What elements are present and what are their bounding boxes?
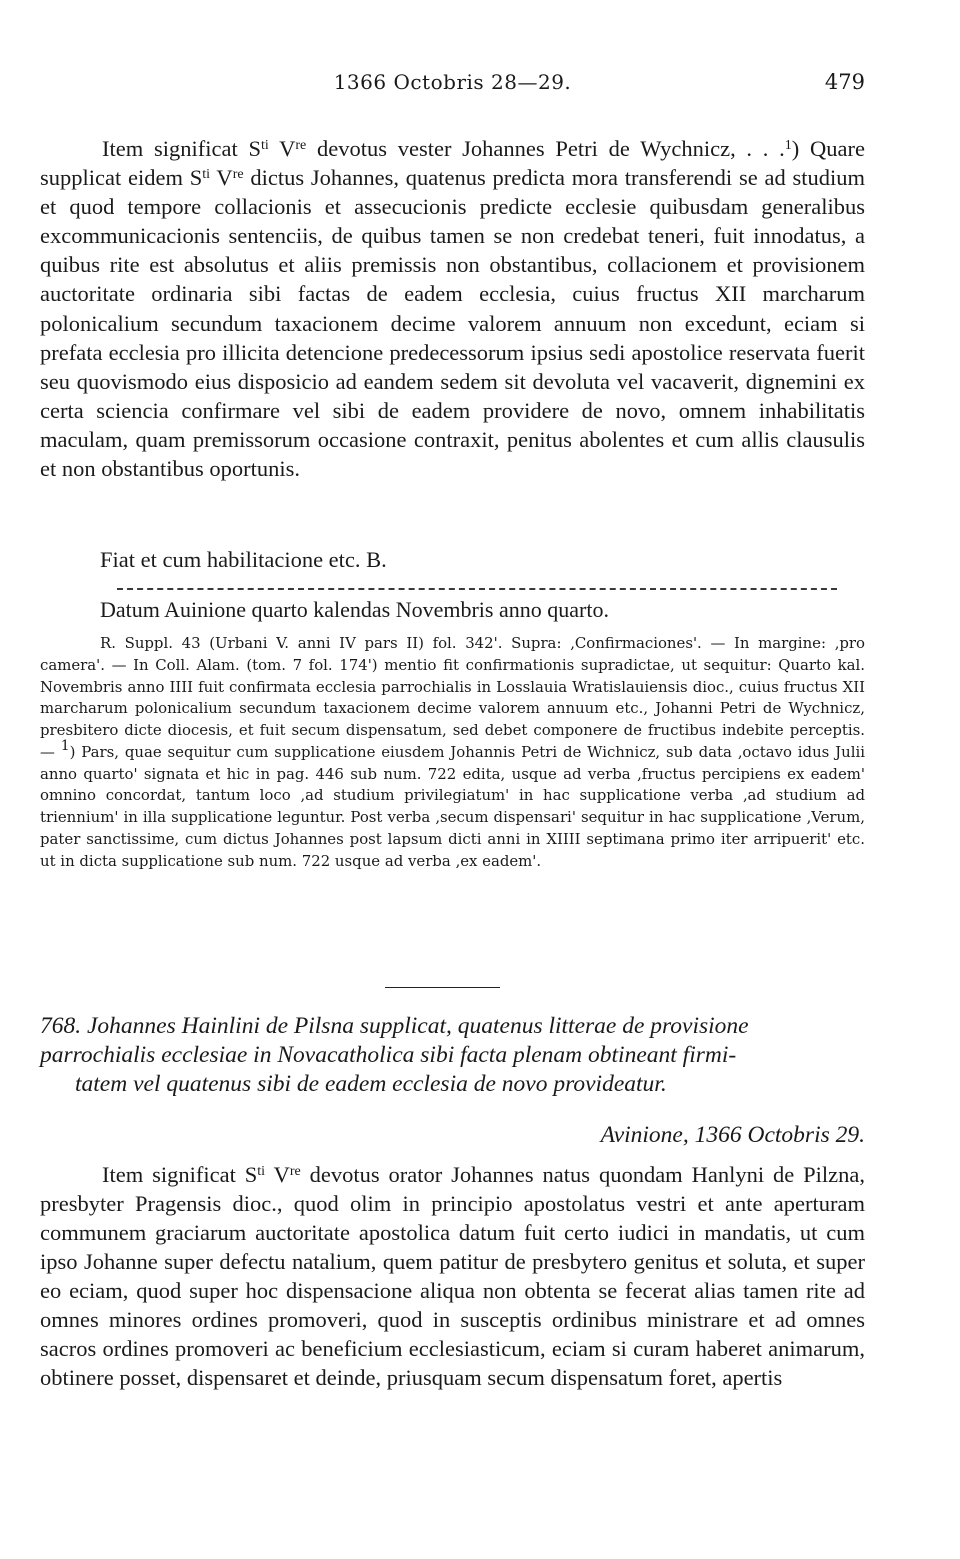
superscript: re bbox=[232, 167, 244, 183]
place-date: Avinione, 1366 Octobris 29. bbox=[600, 1122, 865, 1148]
paragraph-text: V bbox=[210, 165, 233, 191]
heading-line: parrochialis ecclesiae in Novacatholica sibi facta plenam obtineant firmi- bbox=[40, 1042, 737, 1068]
dashed-separator bbox=[117, 588, 837, 590]
superscript: re bbox=[289, 1164, 301, 1179]
heading-text: Johannes Hainlini de Pilsna supplicat, quatenus litterae de provisione bbox=[81, 1013, 749, 1039]
paragraph-text: V bbox=[265, 1162, 290, 1187]
superscript: ti bbox=[257, 1164, 266, 1179]
datum-line: Datum Auinione quarto kalendas Novembris anno quarto. bbox=[100, 597, 609, 622]
page-header bbox=[40, 70, 865, 100]
footnote-marker: 1 bbox=[60, 737, 70, 754]
superscript: ti bbox=[202, 167, 211, 183]
document-number: 768. bbox=[40, 1013, 82, 1039]
document-heading bbox=[40, 1012, 865, 1099]
footnotes-block bbox=[40, 633, 865, 872]
paragraph-text: devotus vester Johannes Petri de Wychnicz, . . . bbox=[306, 136, 785, 161]
paragraph-text: Item significat S bbox=[102, 136, 261, 161]
page-number: 479 bbox=[824, 70, 865, 94]
heading-line: tatem vel quatenus sibi de eadem ecclesia de novo provideatur. bbox=[75, 1071, 667, 1097]
paragraph-text: V bbox=[268, 136, 296, 161]
superscript: ti bbox=[260, 138, 269, 153]
footnote-paragraph bbox=[40, 633, 865, 872]
paragraph-text: devotus orator Johannes natus quondam Hanlyni de Pilzna, presbyter Pragensis dioc., quod olim in principio apostolatus vestri et ante aperturam communem graciarum auctoritate apostolica datum fuit certo iudici in mandatis, ut cum ipso Johanne super defectu natalium, quem patitur de presbytero genitus et soluta, et super eo eciam, quod super hoc dispensacione aliqua non obtenta se fecerat alias tamen rite ad omnes minores ordines promoveri, quod in susceptis ordinibus ministrare et ad omnes sacros ordines promoveri ac beneficium ecclesiasticum, eciam si curam haberet animarum, obtinere posset, dispensaret et deinde, priusquam secum dispensatum foret, apertis bbox=[40, 1162, 865, 1390]
note-text: ) Pars, quae sequitur cum supplicatione eiusdem Johannis Petri de Wichnicz, sub data ‚octavo idus Julii anno quarto' signata et hic in pag. 446 sub num. 722 edita, usque ad verba ‚fructus percipiens ex eadem' omnino concordat, tantum loco ‚ad studium privilegiatum' in hac supplicatione verba ‚ad studium ad triennium' in illa supplicatione leguntur. Post verba ‚secum dispensari' sequitur in hac supplicatione ‚Verum, pater sanctissime, cum dictus Johannes post lapsum dicti anni in XIIII septimana primo iter arripuerit' etc. ut in dicta supplicatione sub num. 722 usque ad verba ‚ex eadem'. bbox=[40, 742, 865, 870]
supplication-paragraph-767 bbox=[40, 134, 865, 483]
heading-line bbox=[40, 1012, 865, 1041]
superscript: re bbox=[295, 138, 307, 153]
paragraph-text: Item significat S bbox=[102, 1162, 258, 1187]
paragraph-text: ) Quare supplicat eidem S bbox=[40, 136, 865, 191]
running-head: 1366 Octobris 28—29. bbox=[333, 70, 572, 94]
note-text: R. Suppl. 43 (Urbani V. anni IV pars II) fol. 342'. Supra: ‚Confirmaciones'. — In margine: ‚pro camera'. — In Coll. Alam. (tom. 7 fol. 174') mentio fit confirmationis supradictae, ut sequitur: Quarto kal. Novembris anno IIII fuit confirmata ecclesia parrochialis in Losslauia Wratislauiensis dioc., cuius fructus XII marcharum polonicalium secundum taxacionem decime valorem annuum etc., Johanni Petri de Wychnicz, presbitero dicte diocesis, et fuit secum dispensatum, sed debet componere de fructibus indebite perceptis. — bbox=[40, 634, 865, 761]
supplication-paragraph-768 bbox=[40, 1160, 865, 1392]
fiat-line: Fiat et cum habilitacione etc. B. bbox=[100, 547, 387, 572]
paragraph-text: dictus Johannes, quatenus predicta mora transferendi se ad studium et quod tempore collacionis et assecucionis predicte ecclesie quibusdam generalibus excommunicacionis sentenciis, de quibus tamen se non credebat teneri, fuit innodatus, a quibus rite est absolutus et aliis premissis non obstantibus, collacionem et provisionem auctoritate ordinaria sibi factas de eadem ecclesia, cuius fructus XII marcharum polonicalium secundum taxacionem decime valorem annuum non excedunt, eciam si prefata ecclesia pro illicita detencione predecessorum ipsius sedi apostolice reservata fuerit seu quovismodo eius disposicio ad eandem sedem sit devoluta vel vacaverit, dignemini ex certa sciencia confirmare vel sibi de eadem providere de novo, omnem inhabilitatis maculam, quam premissorum occasione contraxit, penitus abolentes et cum allis clausulis et non obstantibus oportunis. bbox=[40, 165, 865, 482]
short-separator bbox=[385, 987, 500, 988]
footnote-marker: 1 bbox=[784, 138, 792, 153]
